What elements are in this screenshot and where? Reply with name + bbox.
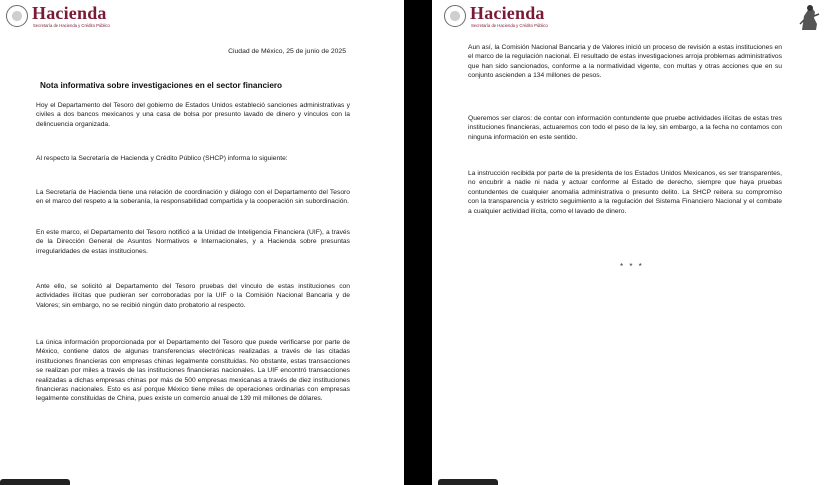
paragraph: Al respecto la Secretaría de Hacienda y Crédito Público (SHCP) informa lo siguiente: [36,155,288,162]
mural-figure-icon [798,2,820,32]
page-header [432,2,826,28]
paragraph: La instrucción recibida por parte de la presidenta de los Estados Unidos Mexicanos, es ser transparentes, no encubrir a nadie ni nada y actuar conforme al Estado de derecho, siempre que haya pruebas contundentes de cualquier anomalía administrativa o presunto delito. La SHCP reitera su compromiso con la transparencia y estricto seguimiento a la regulación del Sistema Financiero Nacional y el combate a cualquier actividad ilícita, como el lavado de dinero. [468,170,782,215]
document-date: Ciudad de México, 25 de junio de 2025 [228,48,346,55]
brand-subtitle: Secretaría de Hacienda y Crédito Público [33,23,110,28]
paragraph: La única información proporcionada por el Departamento del Tesoro que puede verificarse por parte de México, contiene datos de algunas transferencias electrónicas realizadas a través de las citadas instituciones financieras con empresas chinas legalmente constituidas. No obstante, estas transacciones se realizan por miles a través de las instituciones financieras nacionales. La UIF encontró transacciones realizadas a dichas empresas chinas por más de 500 empresas mexicanas a través de diez instituciones financieras nacionales. Esto es así porque México tiene miles de operaciones ordinarias con empresas legalmente constituidas de China, pues existe un comercio anual de 139 mil millones de dólares. [36,339,350,403]
page-header [0,2,404,28]
closing-separator: * * * [620,262,644,271]
brand-name: Hacienda [32,3,107,23]
document-page-right [432,0,826,485]
footer-ornament [0,479,70,485]
paragraph: La Secretaría de Hacienda tiene una relación de coordinación y diálogo con el Departamento del Tesoro en el marco del respeto a la soberanía, la responsabilidad compartida y la cooperación sin subordinación. [36,189,350,206]
coat-of-arms-icon [6,5,28,27]
brand-name: Hacienda [470,3,545,23]
footer-ornament [438,479,498,485]
paragraph: Ante ello, se solicitó al Departamento del Tesoro pruebas del vínculo de estas instituciones con actividades ilícitas que pudieran ser corroboradas por la UIF o la Comisión Nacional Bancaria y de Valores; sin embargo, no se recibió ningún dato probatorio al respecto. [36,283,350,309]
brand-subtitle: Secretaría de Hacienda y Crédito Público [471,23,548,28]
document-page-left [0,0,404,485]
paragraph: Aun así, la Comisión Nacional Bancaria y de Valores inició un proceso de revisión a estas instituciones en el marco de la regulación nacional. El resultado de estas investigaciones arroja problemas administrativos que han sido sancionados, conforme a la normatividad vigente, con multas y otras acciones que en su conjunto ascienden a 134 millones de pesos. [468,44,782,80]
page-divider [404,0,432,485]
document-title: Nota informativa sobre investigaciones en el sector financiero [40,81,283,90]
paragraph: Hoy el Departamento del Tesoro del gobierno de Estados Unidos estableció sanciones administrativas y civiles a dos bancos mexicanos y una casa de bolsa por presunto lavado de dinero y vínculos con la delincuencia organizada. [36,102,350,128]
paragraph: En este marco, el Departamento del Tesoro notificó a la Unidad de Inteligencia Financiera (UIF), a través de la Dirección General de Asuntos Normativos e Internacionales, y a Hacienda sobre presuntas irregularidades de estas instituciones. [36,229,350,255]
coat-of-arms-icon [444,5,466,27]
paragraph: Queremos ser claros: de contar con información contundente que pruebe actividades ilícitas de estas tres instituciones financieras, actuaremos con todo el peso de la ley, sin embargo, a la fecha no contamos con ninguna información en este sentido. [468,115,782,141]
